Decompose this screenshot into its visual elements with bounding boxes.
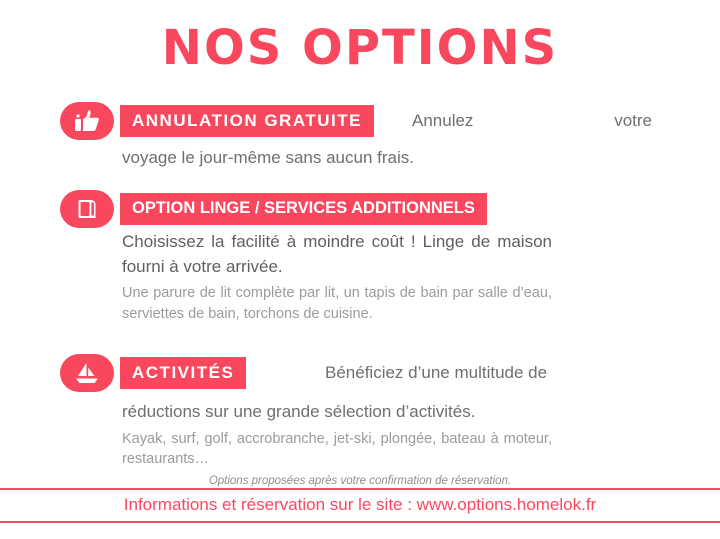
section-body: Choisissez la facilité à moindre coût ! Linge de maison fourni à votre arrivée. <box>122 232 552 276</box>
lead-text: Bénéficiez d’une multitude de <box>325 362 548 382</box>
section-body: réductions sur une grande sélection d’activités. <box>122 401 476 421</box>
lead-word-1: Annulez <box>412 111 474 130</box>
section-body-line: voyage le jour-même sans aucun frais. <box>122 148 414 167</box>
lead-word-2: votre <box>614 111 652 130</box>
section-activites <box>60 354 660 469</box>
section-subtext: Une parure de lit complète par lit, un tapis de bain par salle d’eau, serviettes de bain, torchons de cuisine. <box>122 285 552 322</box>
section-annulation-gratuite <box>60 102 660 168</box>
footnote: Options proposées après votre confirmation de réservation. <box>208 475 512 487</box>
footer-contact-bar[interactable]: Informations et réservation sur le site : www.options.homelok.fr <box>0 488 720 523</box>
section-heading: ANNULATION GRATUITE <box>120 105 374 137</box>
page-title: NOS OPTIONS <box>161 20 559 76</box>
sections-container <box>0 102 720 469</box>
section-heading: OPTION LINGE / SERVICES ADDITIONNELS <box>120 193 487 225</box>
sailboat-icon <box>60 354 114 392</box>
towels-icon <box>60 190 114 228</box>
section-lead-line <box>412 111 652 131</box>
thumbs-up-icon <box>60 102 114 140</box>
section-option-linge <box>60 190 660 324</box>
section-heading: ACTIVITÉS <box>120 357 246 389</box>
section-header <box>60 190 660 228</box>
section-lead-line <box>325 363 655 383</box>
section-subtext: Kayak, surf, golf, accrobranche, jet-ski, plongée, bateau à moteur, restaurants… <box>122 430 552 467</box>
